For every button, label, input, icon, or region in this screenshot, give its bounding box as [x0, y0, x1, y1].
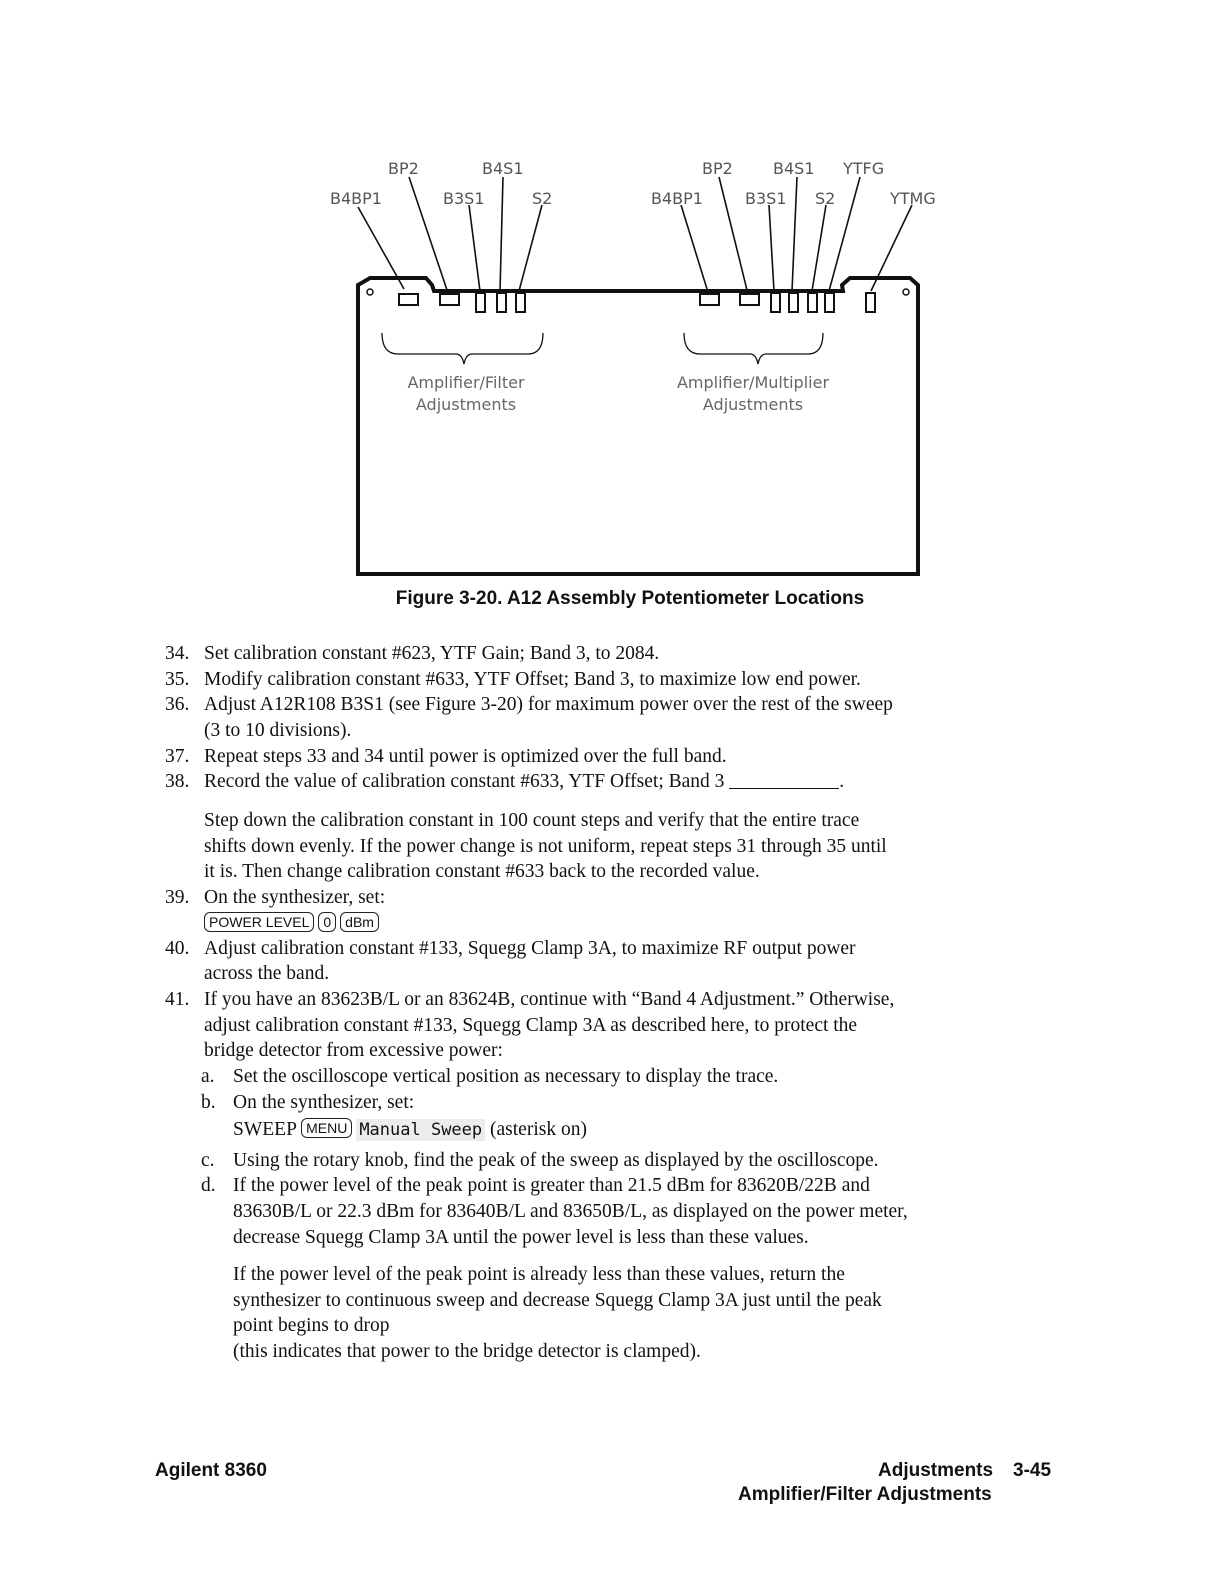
- footer-section: Adjustments: [878, 1460, 994, 1481]
- power-level-key[interactable]: POWER LEVEL: [204, 912, 314, 932]
- step-end: .: [839, 771, 845, 792]
- step-text: Adjust A12R108 B3S1 (see Figure 3-20) for maximum power over the rest of the sweep: [204, 694, 893, 715]
- note-line: point begins to drop: [233, 1315, 390, 1336]
- note-line: it is. Then change calibration constant #633 back to the recorded value.: [204, 861, 760, 882]
- label-b4bp1-left: B4BP1: [330, 189, 382, 208]
- footer-subsection: Amplifier/Filter Adjustments: [738, 1484, 992, 1505]
- note-line: synthesizer to continuous sweep and decrease Squegg Clamp 3A just until the peak: [233, 1289, 882, 1311]
- substep-letter: b.: [201, 1092, 216, 1113]
- label-b3s1-left: B3S1: [443, 189, 485, 208]
- step-text: Adjust calibration constant #133, Squegg Clamp 3A, to maximize RF output power: [204, 938, 856, 959]
- step-text: Modify calibration constant #633, YTF Offset; Band 3, to maximize low end power.: [204, 669, 861, 690]
- step-text: Record the value of calibration constant #633, YTF Offset; Band 3: [204, 771, 725, 792]
- substep-letter: a.: [201, 1066, 215, 1087]
- step-text: Set calibration constant #623, YTF Gain; Band 3, to 2084.: [204, 643, 660, 664]
- manual-sweep-softkey[interactable]: Manual Sweep: [356, 1119, 485, 1141]
- brace-right: [684, 333, 823, 364]
- label-b3s1-right: B3S1: [745, 189, 787, 208]
- figure-caption: Figure 3-20. A12 Assembly Potentiometer Locations: [395, 588, 865, 609]
- group-label-left-1: Amplifier/Filter: [407, 373, 525, 392]
- note-line: Step down the calibration constant in 100 count steps and verify that the entire trace: [204, 810, 860, 831]
- right-potentiometers: [700, 293, 875, 312]
- step-text: adjust calibration constant #133, Squegg Clamp 3A as described here, to protect the: [204, 1015, 858, 1036]
- footer-product: Agilent 8360: [155, 1460, 267, 1481]
- step-number: 36.: [165, 694, 190, 715]
- substep-text: 83630B/L or 22.3 dBm for 83640B/L and 83650B/L, as displayed on the power meter,: [233, 1201, 908, 1222]
- potentiometer-figure: [210, 150, 1050, 580]
- group-label-left-2: Adjustments: [415, 395, 517, 414]
- substep-letter: d.: [201, 1175, 216, 1196]
- substep-text: decrease Squegg Clamp 3A until the power level is less than these values.: [233, 1227, 809, 1248]
- left-potentiometers: [399, 293, 525, 312]
- substep-text: On the synthesizer, set:: [233, 1092, 415, 1113]
- record-value-blank: [729, 770, 839, 789]
- label-b4s1-left: B4S1: [482, 159, 524, 178]
- label-bp2-right: BP2: [702, 159, 733, 178]
- sweep-label: SWEEP: [233, 1119, 297, 1140]
- asterisk-note: (asterisk on): [490, 1119, 587, 1140]
- substep-text: Set the oscilloscope vertical position as necessary to display the trace.: [233, 1066, 779, 1087]
- step-text: across the band.: [204, 963, 330, 984]
- step-text: Repeat steps 33 and 34 until power is optimized over the full band.: [204, 746, 727, 767]
- step-number: 39.: [165, 887, 190, 908]
- step-number: 38.: [165, 771, 190, 792]
- group-label-right-1: Amplifier/Multiplier: [676, 373, 830, 392]
- step-number: 34.: [165, 643, 190, 664]
- step-number: 40.: [165, 938, 190, 959]
- substep-text: Using the rotary knob, find the peak of the sweep as displayed by the oscilloscope.: [233, 1150, 879, 1171]
- step-text: (3 to 10 divisions).: [204, 720, 352, 741]
- footer-page-number: 3-45: [1013, 1460, 1052, 1481]
- step-number: 41.: [165, 989, 190, 1010]
- note-line: shifts down evenly. If the power change is not uniform, repeat steps 31 through 35 until: [204, 835, 887, 857]
- substep-d-note: [233, 1262, 882, 1364]
- dbm-key[interactable]: dBm: [340, 912, 379, 932]
- label-b4bp1-right: B4BP1: [651, 189, 703, 208]
- step-text: On the synthesizer, set:: [204, 887, 386, 908]
- label-s2-right: S2: [815, 189, 836, 208]
- label-ytmg-right: YTMG: [890, 189, 936, 208]
- a12-assembly-diagram: [210, 150, 1050, 580]
- label-b4s1-right: B4S1: [773, 159, 815, 178]
- note-line: (this indicates that power to the bridge detector is clamped).: [233, 1340, 701, 1362]
- step-text: If you have an 83623B/L or an 83624B, continue with “Band 4 Adjustment.” Otherwise,: [204, 989, 895, 1010]
- brace-left: [382, 333, 543, 364]
- step-text: bridge detector from excessive power:: [204, 1040, 503, 1061]
- group-label-right-2: Adjustments: [702, 395, 804, 414]
- menu-key[interactable]: MENU: [301, 1118, 352, 1138]
- note-line: If the power level of the peak point is already less than these values, return the: [233, 1264, 845, 1285]
- label-ytfg-right: YTFG: [843, 159, 885, 178]
- label-s2-left: S2: [532, 189, 553, 208]
- label-bp2-left: BP2: [388, 159, 419, 178]
- step-number: 37.: [165, 746, 190, 767]
- substep-letter: c.: [201, 1150, 215, 1171]
- zero-key[interactable]: 0: [318, 912, 336, 932]
- board-outline: [358, 278, 918, 574]
- substep-text: If the power level of the peak point is greater than 21.5 dBm for 83620B/22B and: [233, 1175, 870, 1196]
- step-38-note: [204, 808, 887, 885]
- step-number: 35.: [165, 669, 190, 690]
